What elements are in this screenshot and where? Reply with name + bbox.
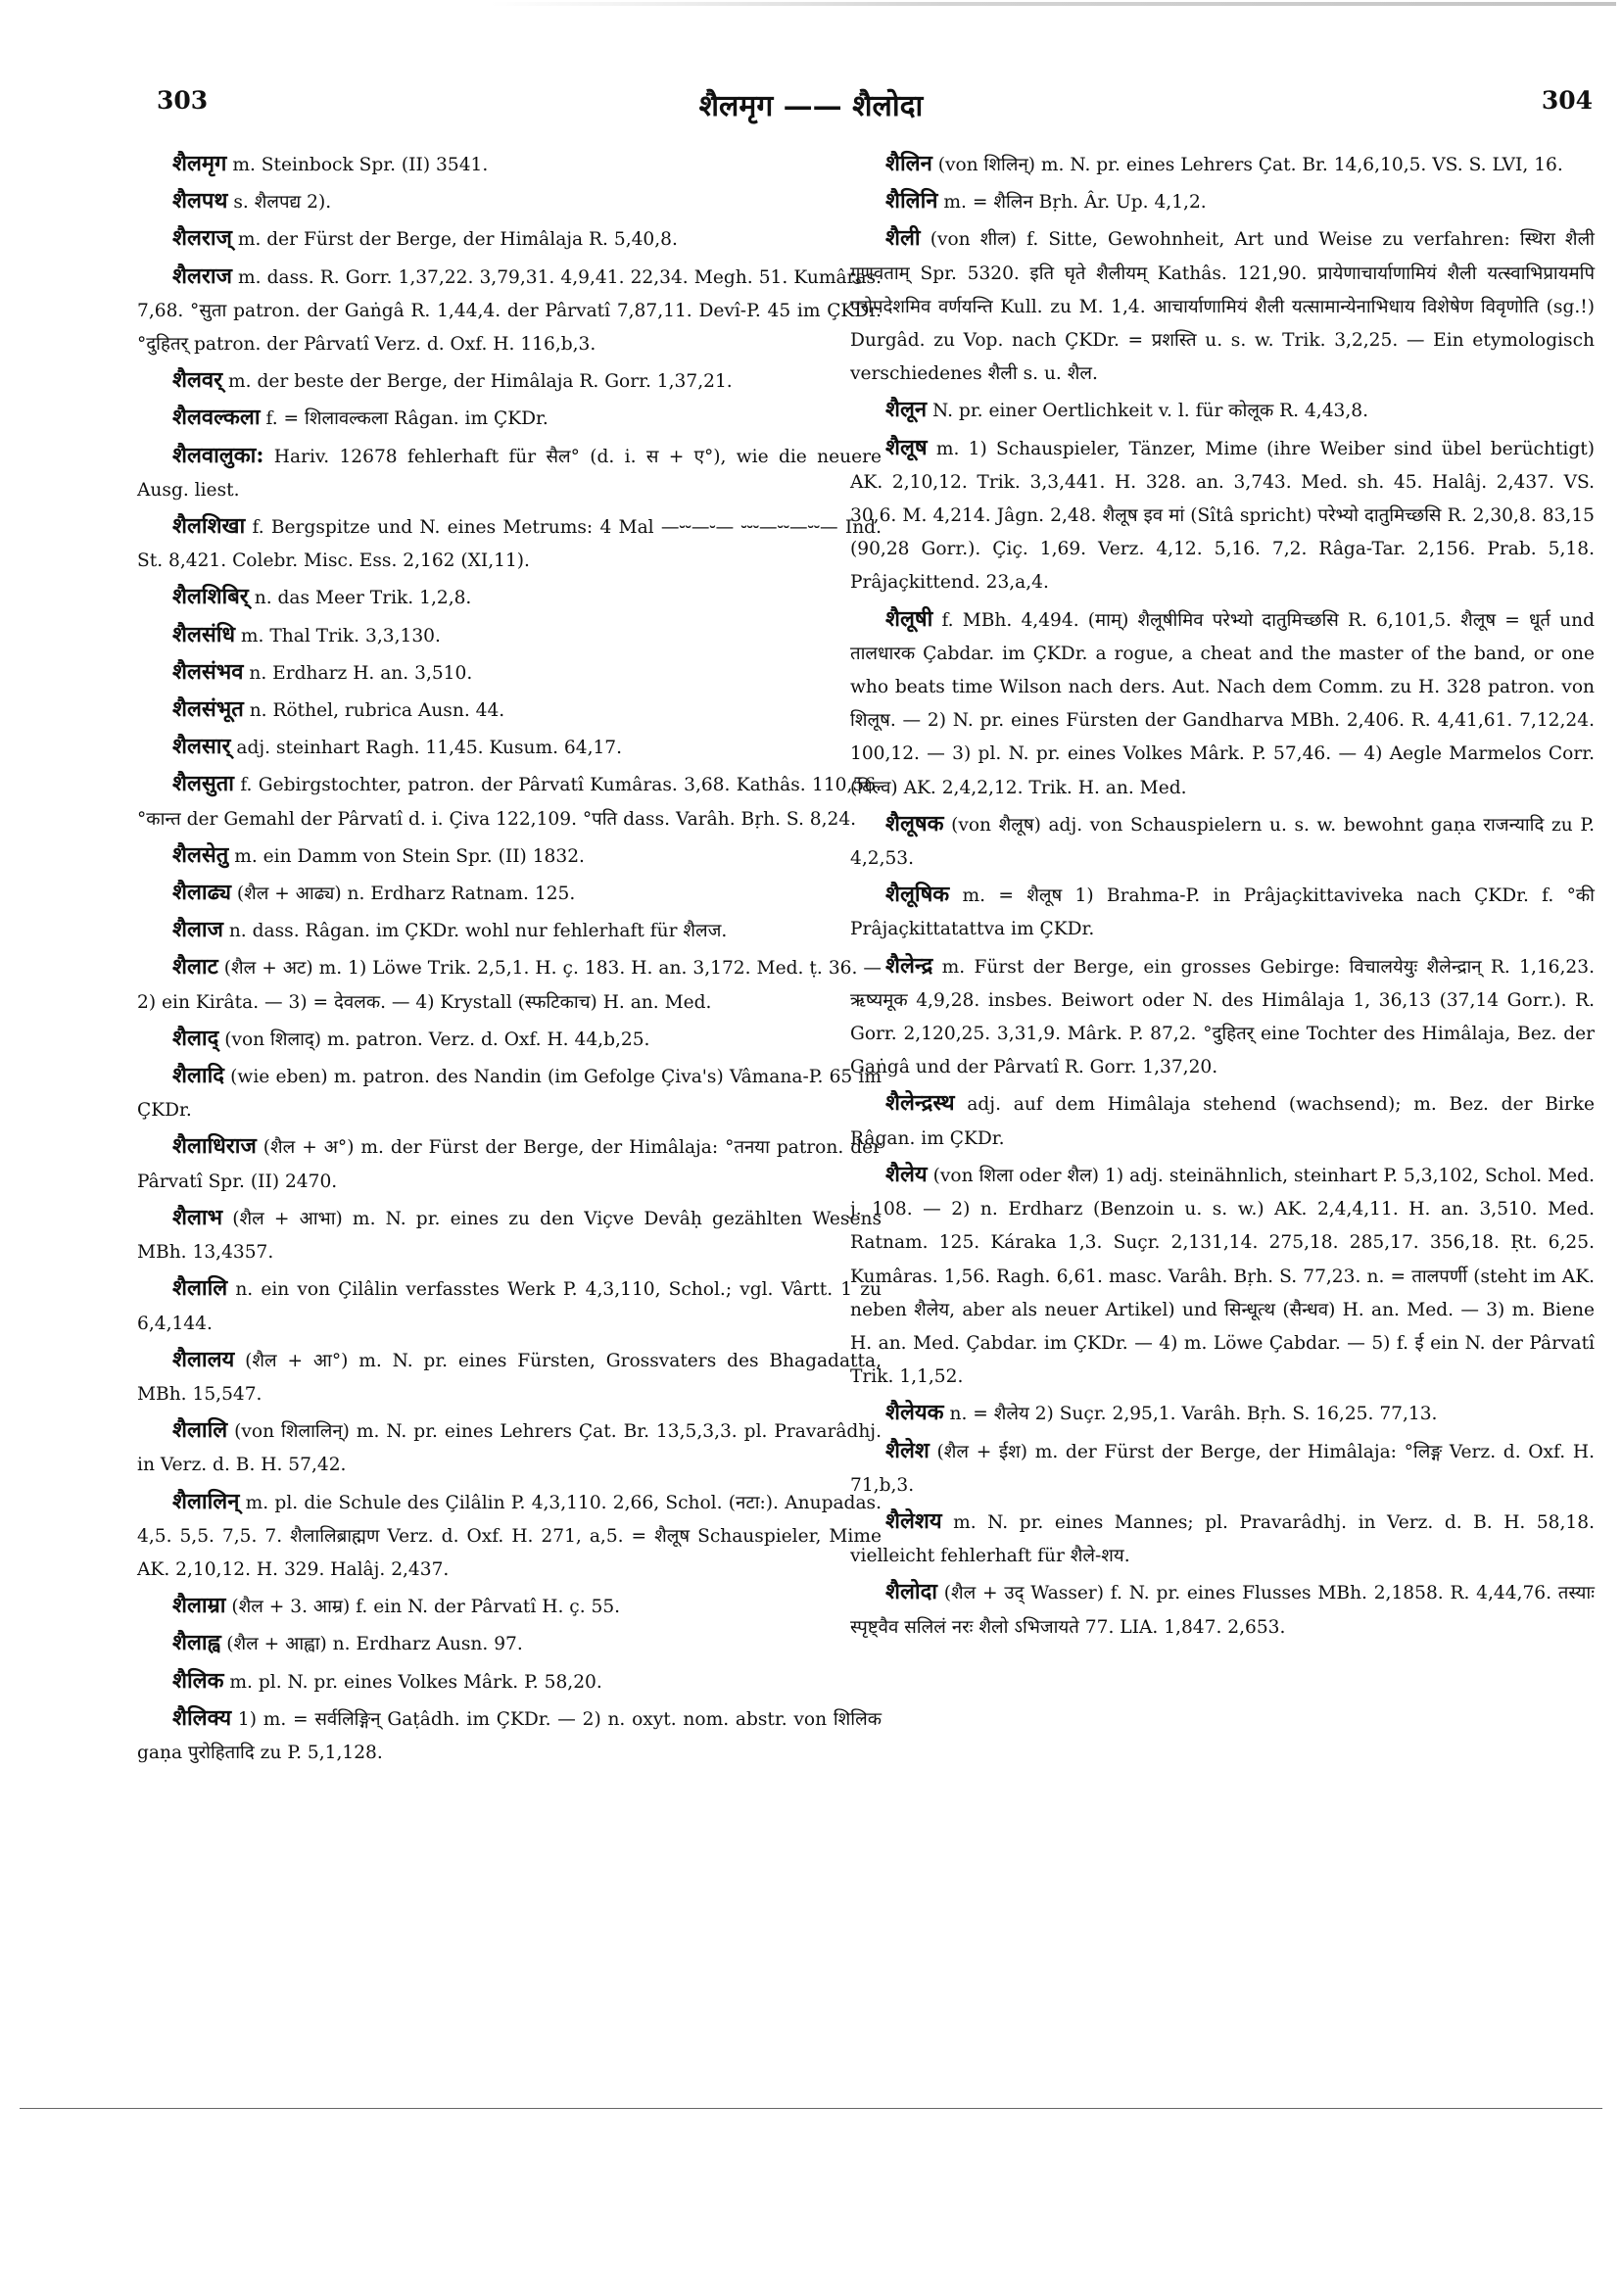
headword: शैलालि bbox=[172, 1417, 228, 1444]
entry-text: adj. steinhart Ragh. 11,45. Kusum. 64,17. bbox=[236, 738, 623, 759]
dictionary-entry bbox=[850, 1158, 1595, 1394]
headword: शैलवालुका: bbox=[172, 442, 264, 468]
dictionary-entry bbox=[137, 1059, 882, 1127]
entry-text: n. Erdharz H. an. 3,510. bbox=[249, 662, 473, 684]
headword: शैलिनि bbox=[885, 188, 938, 215]
dictionary-entry bbox=[137, 1201, 882, 1269]
dictionary-entry bbox=[850, 147, 1595, 182]
entry-text: (wie eben) m. patron. des Nandin (im Gefolge Çiva's) Vâmana-P. 65 im ÇKDr. bbox=[137, 1067, 882, 1122]
entry-text: (von शैलूष) adj. von Schauspielern u. s. w. bewohnt gaṇa राजन्यादि zu P. 4,2,53. bbox=[850, 814, 1595, 870]
headword: शैलाम्रा bbox=[172, 1593, 226, 1619]
dictionary-entry bbox=[137, 1701, 882, 1770]
scan-top-edge bbox=[490, 2, 1616, 6]
dictionary-entry bbox=[137, 876, 882, 911]
headword: शैलूषी bbox=[885, 605, 933, 632]
entry-text: m. = शैलूष 1) Brahma-P. in Prâjaçkittaviveka nach ÇKDr. f. °की Prâjaçkittatattva im ÇKDr. bbox=[850, 885, 1595, 940]
entry-text: m. pl. die Schule des Çilâlin P. 4,3,110. 2,66, Schol. (नटा:). Anupadas. 4,5. 5,5. 7,5. 7. शैलालिब्राह्मण Verz. d. Oxf. H. 271, a,5. = शैलूष Schauspieler, Mime AK. 2,10,12. H. 329. Halâj. 2,437. bbox=[137, 1492, 882, 1580]
dictionary-entry bbox=[850, 431, 1595, 600]
dictionary-entry bbox=[137, 655, 882, 691]
dictionary-entry bbox=[137, 184, 882, 219]
entry-text: (शैल + 3. आम्र) f. ein N. der Pârvatî H. ç. 55. bbox=[231, 1597, 621, 1618]
dictionary-entry bbox=[850, 1505, 1595, 1573]
headword: शैलशिखा bbox=[172, 513, 246, 540]
headword: शैलेन्द्रस्थ bbox=[885, 1090, 955, 1117]
headword: शैलवर् bbox=[172, 367, 223, 394]
footer-rule bbox=[20, 2108, 1602, 2109]
dictionary-entry bbox=[137, 1413, 882, 1482]
entry-text: (शैल + ईश) m. der Fürst der Berge, der Himâlaja: °लिङ्ग Verz. d. Oxf. H. 71,b,3. bbox=[850, 1441, 1595, 1496]
dictionary-entry bbox=[137, 1343, 882, 1411]
entry-text: n. dass. Râgan. im ÇKDr. wohl nur fehlerhaft für शैलज. bbox=[228, 921, 728, 942]
headword: शैलाढ्य bbox=[172, 880, 231, 906]
headword: शैलसुता bbox=[172, 771, 234, 797]
headword: शैलिन bbox=[885, 151, 932, 176]
headword: शैलादि bbox=[172, 1063, 224, 1089]
entry-text: m. ein Damm von Stein Spr. (II) 1832. bbox=[234, 845, 585, 867]
dictionary-entry bbox=[850, 393, 1595, 428]
entry-text: m. pl. N. pr. eines Volkes Mârk. P. 58,20. bbox=[229, 1671, 602, 1693]
entry-text: s. शैलपद्य 2). bbox=[233, 192, 332, 214]
headword: शैली bbox=[885, 225, 921, 252]
entry-text: (शैल + उद् Wasser) f. N. pr. eines Flusses MBh. 2,1858. R. 4,44,76. तस्याः स्पृष्ट्वैव सलिलं नरः शैलो ऽभिजायते 77. LIA. 1,847. 2,653. bbox=[850, 1583, 1595, 1638]
headword: शैलराज् bbox=[172, 225, 232, 252]
entry-text: f. = शिलावल्कला Râgan. im ÇKDr. bbox=[265, 408, 549, 430]
entry-text: f. MBh. 4,494. (माम्) शैलूषीमिव परेभ्यो दातुमिच्छसि R. 6,101,5. शैलूष = धूर्त und तालधारक Çabdar. im ÇKDr. a rogue, a cheat and the master of the band, or one who beats time Wilson nach ders. Aut. Nach dem Comm. zu H. 328 patron. von शिलूष. — 2) N. pr. eines Fürsten der Gandharva MBh. 2,406. R. 4,41,61. 7,12,24. 100,12. — 3) pl. N. pr. eines Volkes Mârk. P. 57,46. — 4) Aegle Marmelos Corr. (बिल्व) AK. 2,4,2,12. Trik. H. an. Med. bbox=[850, 609, 1595, 798]
headword: शैलूषक bbox=[885, 810, 944, 837]
dictionary-entry bbox=[137, 730, 882, 765]
entry-text: Hariv. 12678 fehlerhaft für सैल° (d. i. स + ए°), wie die neuere Ausg. liest. bbox=[137, 446, 882, 501]
headword: शैलाभ bbox=[172, 1204, 223, 1230]
headword: शैलराज bbox=[172, 263, 232, 289]
headword: शैलशिबिर् bbox=[172, 584, 249, 610]
headword: शैलेयक bbox=[885, 1400, 944, 1426]
dictionary-entry bbox=[137, 509, 882, 578]
page-number-right: 304 bbox=[1541, 86, 1593, 115]
right-column bbox=[850, 147, 1595, 1647]
dictionary-entry bbox=[850, 221, 1595, 391]
dictionary-entry bbox=[137, 363, 882, 399]
dictionary-entry bbox=[137, 1589, 882, 1624]
dictionary-entry bbox=[137, 1022, 882, 1057]
page-number-left: 303 bbox=[157, 86, 209, 115]
dictionary-entry bbox=[137, 693, 882, 728]
dictionary-entry bbox=[137, 767, 882, 836]
entry-text: m. = शैलिन Bṛh. Âr. Up. 4,1,2. bbox=[943, 192, 1207, 214]
entry-text: f. Gebirgstochter, patron. der Pârvatî Kumâras. 3,68. Kathâs. 110,56. °कान्त der Gemahl der Pârvatî d. i. Çiva 122,109. °पति dass. Varâh. Bṛh. S. 8,24. bbox=[137, 775, 882, 830]
entry-text: m. der beste der Berge, der Himâlaja R. Gorr. 1,37,21. bbox=[228, 371, 733, 393]
entry-text: n. = शैलेय 2) Suçr. 2,95,1. Varâh. Bṛh. S. 16,25. 77,13. bbox=[949, 1404, 1438, 1425]
headword: शैलाद् bbox=[172, 1025, 219, 1051]
headword: शैलोदा bbox=[885, 1579, 937, 1605]
dictionary-entry bbox=[137, 221, 882, 257]
dictionary-entry bbox=[137, 1664, 882, 1699]
entry-text: m. N. pr. eines Mannes; pl. Pravarâdhj. in Verz. d. B. H. 58,18. vielleicht fehlerhaft für शैले-शय. bbox=[850, 1511, 1595, 1567]
headword: शैलेश bbox=[885, 1437, 930, 1463]
dictionary-entry bbox=[137, 260, 882, 362]
headword: शैलालय bbox=[172, 1346, 235, 1372]
dictionary-entry bbox=[137, 401, 882, 436]
dictionary-entry bbox=[137, 838, 882, 874]
dictionary-entry bbox=[850, 807, 1595, 876]
headword: शैलालिन् bbox=[172, 1488, 240, 1514]
headword: शैलमृग bbox=[172, 151, 227, 176]
dictionary-entry bbox=[850, 878, 1595, 946]
entry-text: (शैल + अट) m. 1) Löwe Trik. 2,5,1. H. ç. 183. H. an. 3,172. Med. ṭ. 36. — 2) ein Kirâta. — 3) = देवलक. — 4) Krystall (स्फटिकाच) H. an. Med. bbox=[137, 958, 882, 1013]
headword: शैलिक bbox=[172, 1667, 224, 1694]
dictionary-entry bbox=[850, 184, 1595, 219]
entry-text: (von शिला oder शैल) 1) adj. steinähnlich, steinhart P. 5,3,102, Schol. Med. j. 108. — 2) n. Erdharz (Benzoin u. s. w.) AK. 2,4,4,11. H. an. 3,510. Med. Ratnam. 125. Káraka 1,3. Suçr. 2,131,14. 275,18. 285,17. 356,18. Ṛt. 6,25. Kumâras. 1,56. Ragh. 6,61. masc. Varâh. Bṛh. S. 77,23. n. = तालपर्णी (steht im AK. neben शैलेय, aber als neuer Artikel) und सिन्धूत्थ (सैन्धव) H. an. Med. — 3) m. Biene H. an. Med. Çabdar. im ÇKDr. — 4) m. Löwe Çabdar. — 5) f. ई ein N. der Pârvatî Trik. 1,1,52. bbox=[850, 1165, 1595, 1388]
entry-text: m. 1) Schauspieler, Tänzer, Mime (ihre Weiber sind übel berüchtigt) AK. 2,10,12. Trik. 3,3,441. H. 328. an. 3,743. Med. sh. 45. Halâj. 2,437. VS. 30,6. M. 4,214. Jâgn. 2,48. शैलूष इव मां (Sîtâ spricht) परेभ्यो दातुमिच्छसि R. 2,30,8. 83,15 (90,28 Gorr.). Çiç. 1,69. Verz. 4,12. 5,16. 7,2. Râga-Tar. 2,156. Prab. 5,18. Prâjaçkittend. 23,a,4. bbox=[850, 438, 1595, 594]
headword: शैलसंभव bbox=[172, 658, 244, 685]
dictionary-entry bbox=[137, 913, 882, 948]
headword: शैलसंभूत bbox=[172, 696, 244, 723]
dictionary-entry bbox=[137, 439, 882, 507]
dictionary-entry bbox=[850, 949, 1595, 1085]
headword: शैलेय bbox=[885, 1161, 928, 1187]
entry-text: n. ein von Çilâlin verfasstes Werk P. 4,3,110, Schol.; vgl. Vârtt. 1 zu 6,4,144. bbox=[137, 1279, 882, 1334]
entry-text: (शैल + अ°) m. der Fürst der Berge, der Himâlaja: °तनया patron. der Pârvatî Spr. (II) 2470. bbox=[137, 1137, 882, 1192]
headword: शैलेशय bbox=[885, 1507, 942, 1534]
dictionary-entry bbox=[137, 1129, 882, 1198]
entry-text: (von शील) f. Sitte, Gewohnheit, Art und Weise zu verfahren: स्थिरा शैली गुणवताम् Spr. 5320. इति घृते शैलीयम् Kathâs. 121,90. प्रायेणाचार्याणामियं शैली यत्स्वाभिप्रायमपि परोपदेशमिव वर्णयन्ति Kull. zu M. 1,4. आचार्याणामियं शैली यत्सामान्येनाभिधाय विशेषेण विवृणोति (sg.!) Durgâd. zu Vop. nach ÇKDr. = प्रशस्ति u. s. w. Trik. 3,2,25. — Ein etymologisch verschiedenes शैली s. u. शैल. bbox=[850, 229, 1595, 385]
headword: शैलपथ bbox=[172, 188, 228, 215]
entry-text: m. Thal Trik. 3,3,130. bbox=[240, 625, 441, 646]
dictionary-entry bbox=[850, 602, 1595, 805]
dictionary-entry bbox=[137, 618, 882, 653]
entry-text: (शैल + आढ्य) n. Erdharz Ratnam. 125. bbox=[236, 884, 576, 905]
dictionary-entry bbox=[137, 1485, 882, 1588]
left-column bbox=[137, 147, 882, 1772]
dictionary-entry bbox=[850, 1575, 1595, 1644]
headword: शैलसंधि bbox=[172, 621, 235, 647]
dictionary-entry bbox=[850, 1086, 1595, 1155]
dictionary-entry bbox=[137, 147, 882, 182]
headword: शैलाट bbox=[172, 954, 218, 981]
entry-text: m. dass. R. Gorr. 1,37,22. 3,79,31. 4,9,41. 22,34. Megh. 51. Kumâras. 7,68. °सुता patron. der Gaṅgâ R. 1,44,4. der Pârvatî 7,87,11. Devî-P. 45 im ÇKDr. °दुहितर् patron. der Pârvatî Verz. d. Oxf. H. 116,b,3. bbox=[137, 266, 882, 356]
headword: शैलाज bbox=[172, 917, 223, 943]
entry-text: f. Bergspitze und N. eines Metrums: 4 Mal —⏑⏑—⏑— ⏑⏑⏑—⏑⏑—⏑⏑— Ind. St. 8,421. Colebr. Misc. Ess. 2,162 (XI,11). bbox=[137, 517, 882, 572]
entry-text: m. der Fürst der Berge, der Himâlaja R. 5,40,8. bbox=[237, 229, 678, 251]
entry-text: m. Steinbock Spr. (II) 3541. bbox=[232, 155, 489, 175]
headword: शैलिक्य bbox=[172, 1704, 232, 1731]
dictionary-entry bbox=[137, 950, 882, 1019]
dictionary-entry bbox=[137, 580, 882, 615]
entry-text: (von शिलालिन्) m. N. pr. eines Lehrers Çat. Br. 13,5,3,3. pl. Pravarâdhj. in Verz. d. B. H. 57,42. bbox=[137, 1421, 882, 1476]
entry-text: (शैल + आह्वा) n. Erdharz Ausn. 97. bbox=[226, 1634, 523, 1655]
entry-text: 1) m. = सर्वलिङ्गिन् Gaṭâdh. im ÇKDr. — 2) n. oxyt. nom. abstr. von शिलिक gaṇa पुरोहितादि zu P. 5,1,128. bbox=[137, 1708, 882, 1763]
entry-text: (von शिलाद्) m. patron. Verz. d. Oxf. H. 44,b,25. bbox=[224, 1028, 650, 1050]
headword: शैलूषिक bbox=[885, 882, 950, 908]
headword: शैलाह्व bbox=[172, 1630, 221, 1656]
dictionary-entry bbox=[850, 1434, 1595, 1503]
headword: शैलून bbox=[885, 397, 928, 423]
entry-text: n. das Meer Trik. 1,2,8. bbox=[254, 588, 472, 609]
entry-text: adj. auf dem Himâlaja stehend (wachsend); m. Bez. der Birke Râgan. im ÇKDr. bbox=[850, 1094, 1595, 1149]
entry-text: n. Röthel, rubrica Ausn. 44. bbox=[249, 700, 505, 722]
dictionary-entry bbox=[137, 1271, 882, 1340]
entry-text: (von शिलिन्) m. N. pr. eines Lehrers Çat. Br. 14,6,10,5. VS. S. LVI, 16. bbox=[937, 155, 1563, 175]
dictionary-entry bbox=[850, 1396, 1595, 1431]
headword: शैलेन्द्र bbox=[885, 952, 933, 979]
entry-text: m. Fürst der Berge, ein grosses Gebirge: विचालयेयुः शैलेन्द्रान् R. 1,16,23. ऋष्यमूक 4,9,28. insbes. Beiwort oder N. des Himâlaja 1, 36,13 (37,14 Gorr.). R. Gorr. 2,120,25. 3,31,9. Mârk. P. 87,2. °दुहितर् eine Tochter des Himâlaja, Bez. der Gaṅgâ und der Pârvatî R. Gorr. 1,37,20. bbox=[850, 956, 1595, 1078]
entry-text: (शैल + आभा) m. N. pr. eines zu den Viçve Devâḥ gezählten Wesens MBh. 13,4357. bbox=[137, 1208, 882, 1264]
entry-text: N. pr. einer Oertlichkeit v. l. für कोलूक R. 4,43,8. bbox=[932, 401, 1369, 422]
headword: शैलूष bbox=[885, 434, 928, 460]
dictionary-entry bbox=[137, 1626, 882, 1661]
headword: शैलसेतु bbox=[172, 841, 229, 868]
headword: शैलवल्कला bbox=[172, 405, 261, 431]
entry-text: (शैल + आ°) m. N. pr. eines Fürsten, Grossvaters des Bhagadatta, MBh. 15,547. bbox=[137, 1350, 882, 1405]
running-header: शैलमृग —— शैलोदा bbox=[698, 89, 924, 123]
headword: शैलालि bbox=[172, 1275, 228, 1302]
headword: शैलसार् bbox=[172, 734, 231, 760]
headword: शैलाधिराज bbox=[172, 1133, 257, 1160]
